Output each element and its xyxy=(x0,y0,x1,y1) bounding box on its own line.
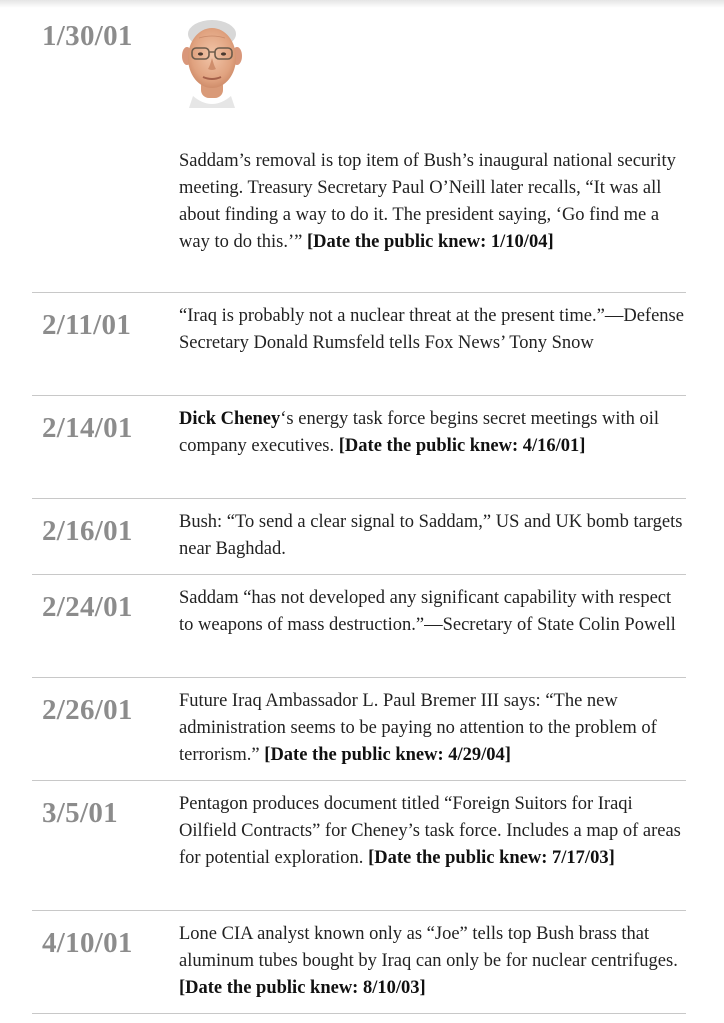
public-knew-note: [Date the public knew: 4/29/04] xyxy=(264,745,511,765)
entry-body xyxy=(179,14,686,292)
timeline-entry xyxy=(32,575,686,678)
entry-text: Saddam “has not developed any significant capability with respect to weapons of mass destruction.”—Secretary of State Colin Powell xyxy=(179,588,676,635)
entry-date: 2/16/01 xyxy=(42,515,133,547)
entry-date: 3/5/01 xyxy=(42,797,118,829)
entry-text: “Iraq is probably not a nuclear threat at the present time.”—Defense Secretary Donald Rumsfeld tells Fox News’ Tony Snow xyxy=(179,306,684,353)
timeline-entry xyxy=(32,911,686,1014)
entry-date: 2/26/01 xyxy=(42,694,133,726)
entry-body xyxy=(179,781,686,910)
timeline xyxy=(32,14,686,1014)
entry-date: 2/24/01 xyxy=(42,591,133,623)
entry-body xyxy=(179,293,686,395)
entry-body xyxy=(179,499,686,574)
top-shadow xyxy=(0,0,724,8)
entry-text: ‘s energy task force begins secret meetings with oil company executives. xyxy=(179,409,660,456)
entry-bold-lead: Dick Cheney xyxy=(179,409,281,429)
timeline-entry xyxy=(32,14,686,293)
entry-date: 2/14/01 xyxy=(42,412,133,444)
entry-date: 1/30/01 xyxy=(42,20,133,52)
entry-body xyxy=(179,575,686,677)
entry-text: Future Iraq Ambassador L. Paul Bremer III says: “The new administration seems to be paying no attention to the problem of terrorism.” xyxy=(179,691,657,765)
entry-text: Saddam’s removal is top item of Bush’s inaugural national security meeting. Treasury Secretary Paul O’Neill later recalls, “It was all about finding a way to do it. The president saying, ‘Go find me a way to do this.’” [Date the public knew: 1/10/04] xyxy=(179,151,676,252)
timeline-entry xyxy=(32,678,686,781)
entry-body xyxy=(179,678,686,780)
public-knew-note: [Date the public knew: 4/16/01] xyxy=(338,436,586,456)
entry-text: Bush: “To send a clear signal to Saddam,” US and UK bomb targets near Baghdad. xyxy=(179,512,683,559)
entry-text: Pentagon produces document titled “Foreign Suitors for Iraqi Oilfield Contracts” for Cheney’s task force. Includes a map of areas for potential exploration. xyxy=(179,794,681,868)
entry-body xyxy=(179,396,686,498)
public-knew-note: [Date the public knew: 8/10/03] xyxy=(179,978,426,998)
entry-body xyxy=(179,911,686,1013)
timeline-entry xyxy=(32,499,686,575)
public-knew-note: [Date the public knew: 7/17/03] xyxy=(368,848,615,868)
public-knew-note: [Date the public knew: 1/10/04] xyxy=(306,232,554,252)
dick-cheney-portrait-icon xyxy=(179,16,245,108)
entry-text: Lone CIA analyst known only as “Joe” tells top Bush brass that aluminum tubes bought by Iraq can only be for nuclear centrifuges. xyxy=(179,924,678,971)
entry-date: 2/11/01 xyxy=(42,309,132,341)
timeline-entry xyxy=(32,781,686,911)
entry-date: 4/10/01 xyxy=(42,927,133,959)
timeline-entry xyxy=(32,396,686,499)
timeline-entry xyxy=(32,293,686,396)
